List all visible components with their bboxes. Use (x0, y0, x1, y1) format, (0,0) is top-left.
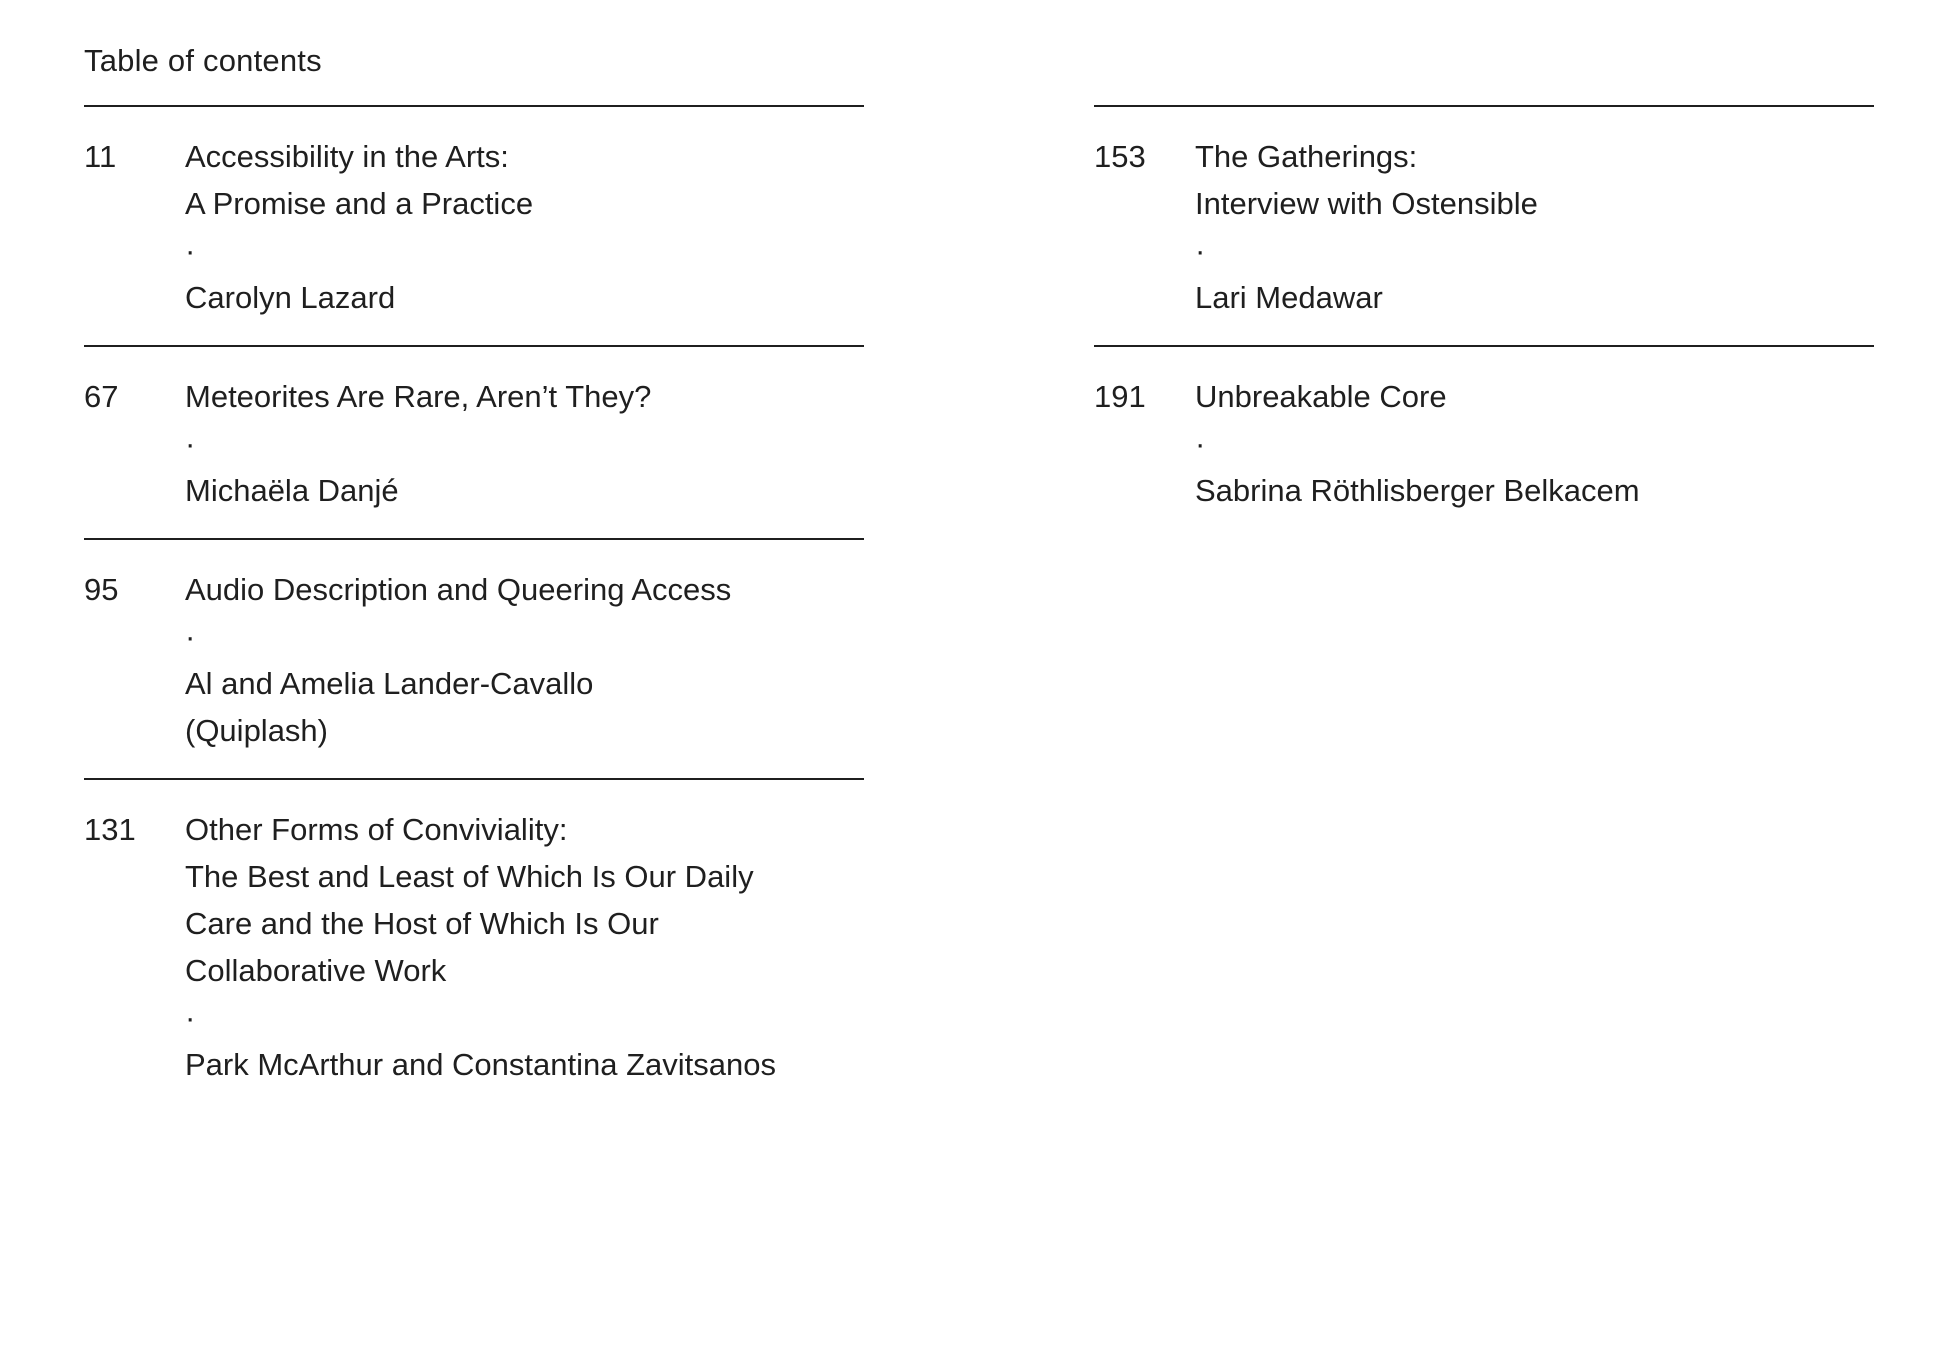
entry-body (185, 566, 864, 754)
entry-title: Meteorites Are Rare, Aren’t They? (185, 379, 652, 414)
toc-entry (1094, 345, 1874, 538)
toc-entry (84, 105, 864, 345)
entry-page-number: 153 (1094, 139, 1146, 174)
entry-page-number: 191 (1094, 379, 1146, 414)
separator-dot: · (185, 233, 196, 268)
toc-column-right (1094, 105, 1874, 538)
separator-dot: · (185, 619, 196, 654)
entry-title: The Gatherings: Interview with Ostensible (1195, 139, 1538, 221)
entry-page-number: 11 (84, 139, 117, 174)
entry-author: Carolyn Lazard (185, 280, 396, 315)
entry-page-number: 67 (84, 379, 119, 414)
entry-body (1195, 133, 1874, 321)
toc-entry (84, 538, 864, 778)
entry-title: Audio Description and Queering Access (185, 572, 732, 607)
toc-heading: Table of contents (84, 43, 322, 78)
entry-title: Accessibility in the Arts: A Promise and a Practice (185, 139, 534, 221)
separator-dot: · (1195, 233, 1206, 268)
toc-column-left (84, 105, 864, 1112)
entry-body (185, 373, 864, 514)
toc-entry (84, 345, 864, 538)
entry-author: Lari Medawar (1195, 280, 1383, 315)
entry-title: Unbreakable Core (1195, 379, 1447, 414)
separator-dot: · (185, 1000, 196, 1035)
entry-title: Other Forms of Conviviality: The Best and Least of Which Is Our Daily Care and the Host of Which Is Our Collaborative Work (185, 812, 754, 988)
separator-dot: · (1195, 426, 1206, 461)
toc-entry (1094, 105, 1874, 345)
separator-dot: · (185, 426, 196, 461)
entry-body (185, 806, 864, 1088)
entry-author: Park McArthur and Constantina Zavitsanos (185, 1047, 776, 1082)
document-page (84, 0, 1882, 1372)
entry-body (185, 133, 864, 321)
entry-body (1195, 373, 1874, 514)
entry-page-number: 95 (84, 572, 119, 607)
toc-entry (84, 778, 864, 1112)
entry-author: Michaëla Danjé (185, 473, 399, 508)
entry-author: Al and Amelia Lander-Cavallo (Quiplash) (185, 666, 594, 748)
entry-page-number: 131 (84, 812, 136, 847)
entry-author: Sabrina Röthlisberger Belkacem (1195, 473, 1640, 508)
